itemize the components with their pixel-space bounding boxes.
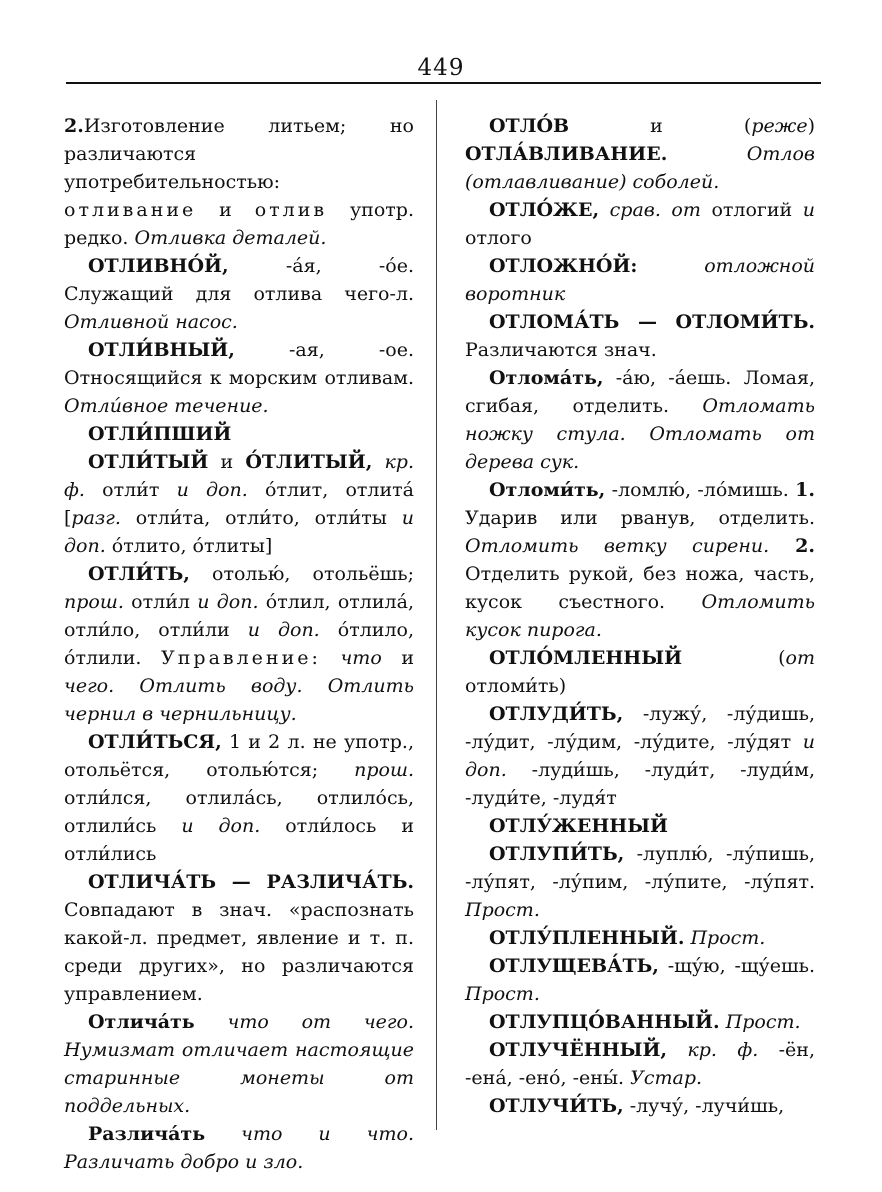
- entry-otluchenny: ОТЛУЧЁННЫЙ, кр. ф. -ён, -ена́, -ено́, -ены́. Устар.: [465, 1039, 815, 1089]
- headword: ОТЛУПЦО́ВАННЫЙ.: [489, 1011, 720, 1033]
- example: Отлить воду. Отлить чернил в чернильницу.: [64, 675, 414, 725]
- headword: ОТЛОЖНО́Й:: [489, 255, 638, 277]
- entry-otlivnoy-1: ОТЛИВНО́Й, -а́я, -о́е. Служащий для отлива чего-л. Отливной насос.: [64, 255, 414, 333]
- example: Различать добро и зло.: [64, 1151, 304, 1173]
- page-number: 449: [417, 55, 465, 81]
- entry-otludit: ОТЛУДИ́ТЬ, -лужу́, -лу́дишь, -лу́дит, -лу́дим, -лу́дите, -лу́дят и доп. -луди́шь, -луди́т, -луди́м, -луди́те, -лудя́т: [465, 703, 815, 809]
- example: Отломать ножку стула. Отломать от дерева сук.: [465, 395, 815, 473]
- entry-otluchit: ОТЛУЧИ́ТЬ, -лучу́, -лучи́шь,: [489, 1095, 785, 1117]
- headword: ОТЛО́ЖЕ,: [489, 199, 600, 221]
- headword: ОТЛОМА́ТЬ — ОТЛОМИ́ТЬ.: [489, 311, 815, 333]
- headword: ОТЛУПИ́ТЬ,: [489, 843, 625, 865]
- left-column: [64, 112, 414, 1176]
- entry-otlipshiy: [64, 420, 414, 448]
- entry-otlushchevat: ОТЛУЩЕВА́ТЬ, -щу́ю, -щу́ешь. Прост.: [465, 955, 815, 1005]
- entry-otlomit: Отломи́ть, -ломлю́, -ло́мишь. 1. Ударив или рванув, отделить. Отломить ветку сирени. 2. Отделить рукой, без ножа, часть, кусок съестного. Отломить кусок пирога.: [465, 479, 815, 641]
- headword: ОТЛУЩЕВА́ТЬ,: [489, 955, 659, 977]
- headword: ОТЛУДИ́ТЬ,: [489, 703, 624, 725]
- headword: ОТЛУЧИ́ТЬ,: [489, 1095, 624, 1117]
- headword: ОТЛИ́ВНЫЙ,: [88, 339, 235, 361]
- example: отложной воротник: [465, 255, 815, 305]
- headword: ОТЛИВНО́Й,: [88, 255, 229, 277]
- entry-otluptsovanny: ОТЛУПЦО́ВАННЫЙ. Прост.: [489, 1011, 801, 1033]
- headword: ОТЛА́ВЛИВАНИЕ.: [465, 143, 668, 165]
- headword: ОТЛО́МЛЕННЫЙ: [489, 647, 683, 669]
- header-rule: [66, 82, 821, 84]
- entry-otlozhe: ОТЛО́ЖЕ, срав. от отлогий и отлого: [465, 199, 815, 249]
- example: Отливной насос.: [64, 311, 238, 333]
- entry-otluzhenny: [465, 812, 815, 840]
- entry-otlomat: Отлома́ть, -а́ю, -а́ешь. Ломая, сгибая, отделить. Отломать ножку стула. Отломать от дерева сук.: [465, 367, 815, 473]
- entry-otlomlenny: ОТЛО́МЛЕННЫЙ (от отломи́ть): [465, 647, 815, 697]
- entry-otlichat: Отлича́ть что от чего. Нумизмат отличает настоящие старинные монеты от поддельных.: [64, 1011, 414, 1117]
- example: Нумизмат отличает настоящие старинные монеты от поддельных.: [64, 1039, 414, 1117]
- column-divider: [436, 100, 437, 1130]
- entry-otlityy: ОТЛИ́ТЫЙ и О́ТЛИТЫЙ, кр. ф. отли́т и доп. о́тлит, отлита́ [разг. отли́та, отли́то, отли́ты и доп. о́тлито, о́тлиты]: [64, 451, 414, 557]
- entry-otlivny-2: ОТЛИ́ВНЫЙ, -ая, -ое. Относящийся к морским отливам. Отли́вное течение.: [64, 339, 414, 417]
- right-column: [465, 112, 815, 1120]
- headword: Различа́ть: [88, 1123, 206, 1145]
- entry-otlichat-razlichat: ОТЛИЧА́ТЬ — РАЗЛИЧА́ТЬ. Совпадают в знач. «распознать какой-л. предмет, явление и т. п. среди других», но различаются управлением.: [64, 871, 414, 1005]
- entry-otlomat-otlomit: ОТЛОМА́ТЬ — ОТЛОМИ́ТЬ. Различаются знач.: [465, 311, 815, 361]
- entry-sense-2: 2.Изготовление литьем; но различаются употребительностью: отливание и отлив употр. редко. Отливка деталей.: [64, 115, 414, 249]
- entry-otlit: ОТЛИ́ТЬ, отолью́, отольёшь; прош. отли́л и доп. о́тлил, отлила́, отли́ло, отли́ли и доп. о́тлило, о́тлили. Управление: что и чего. Отлить воду. Отлить чернил в чернильницу.: [64, 563, 414, 725]
- example: Отломить кусок пирога.: [465, 591, 815, 641]
- example: Отломить ветку сирени.: [465, 535, 770, 557]
- entry-otlov: ОТЛО́В и (реже) ОТЛА́ВЛИВАНИЕ. Отлов (отлавливание) соболей.: [465, 115, 815, 193]
- headword: Отлича́ть: [88, 1011, 195, 1033]
- headword: Отлома́ть,: [489, 367, 604, 389]
- headword: ОТЛУЧЁННЫЙ,: [489, 1039, 668, 1061]
- headword: ОТЛУ́ЖЕННЫЙ: [489, 815, 669, 837]
- entry-otlozhnoy: [465, 252, 815, 308]
- headword: Отломи́ть,: [489, 479, 606, 501]
- entry-otlitsya: ОТЛИ́ТЬСЯ, 1 и 2 л. не употр., отольётся, отолью́тся; прош. отли́лся, отлила́сь, отлило́сь, отлили́сь и доп. отли́лось и отли́лись: [64, 731, 414, 865]
- headword: ОТЛИ́ТЬ,: [88, 563, 190, 585]
- sense-number: 2.: [64, 115, 84, 137]
- entry-otlupit: ОТЛУПИ́ТЬ, -луплю́, -лу́пишь, -лу́пят, -лу́пим, -лу́пите, -лу́пят. Прост.: [465, 843, 815, 921]
- entry-otluplenny: ОТЛУ́ПЛЕННЫЙ. Прост.: [489, 927, 766, 949]
- headword: ОТЛИ́ПШИЙ: [88, 423, 232, 445]
- example: Отливка деталей.: [134, 227, 327, 249]
- headword: ОТЛИ́ТЬСЯ,: [88, 731, 222, 753]
- entry-razlichat: Различа́ть что и что. Различать добро и зло.: [64, 1123, 414, 1173]
- headword: ОТЛИ́ТЫЙ: [88, 451, 209, 473]
- headword: ОТЛИЧА́ТЬ — РАЗЛИЧА́ТЬ.: [88, 871, 414, 893]
- headword: ОТЛУ́ПЛЕННЫЙ.: [489, 927, 685, 949]
- example: Отли́вное течение.: [64, 395, 269, 417]
- example: Отлов (отлавливание) соболей.: [465, 143, 815, 193]
- headword: О́ТЛИТЫЙ,: [245, 451, 373, 473]
- headword: ОТЛО́В: [489, 115, 570, 137]
